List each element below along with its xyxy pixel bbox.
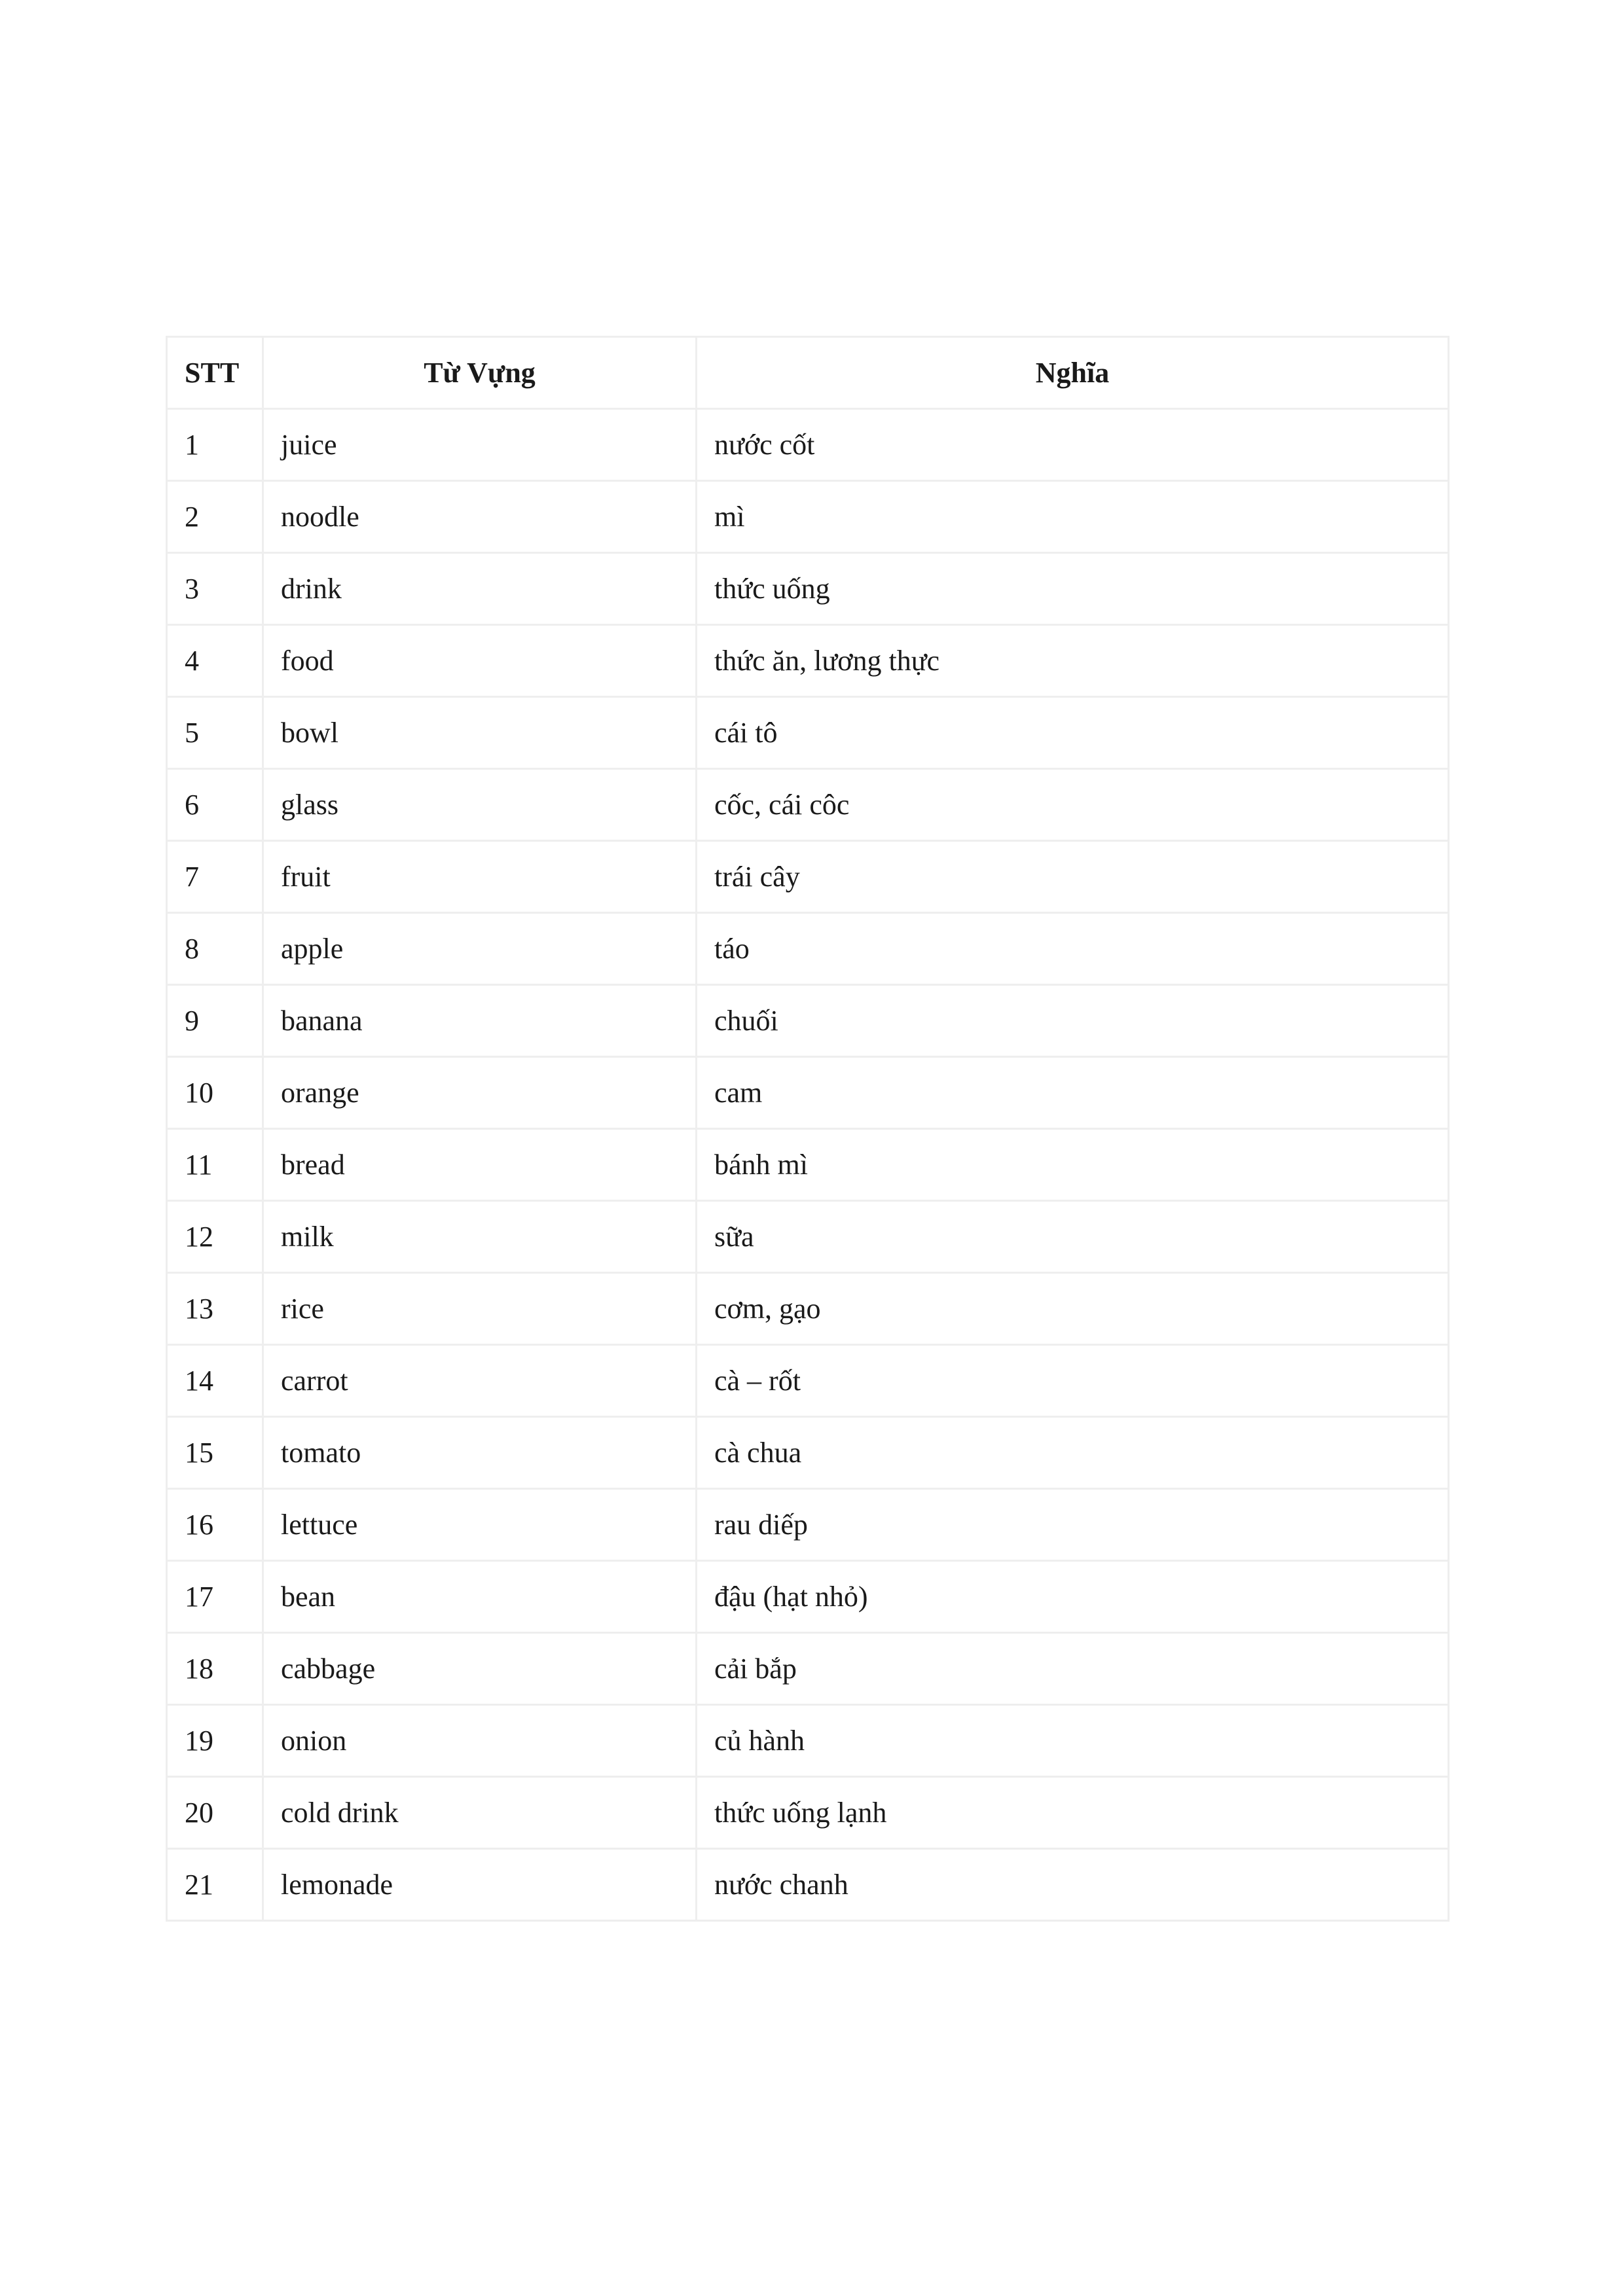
cell-stt: 16 [167, 1489, 263, 1561]
table-row [167, 1705, 1449, 1777]
header-stt: STT [167, 337, 263, 409]
table-row [167, 1345, 1449, 1417]
cell-meaning: cái tô [697, 697, 1449, 769]
cell-stt: 11 [167, 1129, 263, 1201]
cell-word: glass [263, 769, 697, 841]
cell-word: cabbage [263, 1633, 697, 1705]
cell-meaning: rau diếp [697, 1489, 1449, 1561]
cell-word: lettuce [263, 1489, 697, 1561]
cell-word: drink [263, 553, 697, 625]
table-row [167, 697, 1449, 769]
cell-meaning: cam [697, 1057, 1449, 1129]
table-row [167, 1561, 1449, 1633]
cell-stt: 15 [167, 1417, 263, 1489]
cell-word: cold drink [263, 1777, 697, 1849]
cell-meaning: bánh mì [697, 1129, 1449, 1201]
cell-word: bowl [263, 697, 697, 769]
table-row [167, 1057, 1449, 1129]
cell-word: milk [263, 1201, 697, 1273]
cell-meaning: thức uống lạnh [697, 1777, 1449, 1849]
cell-word: noodle [263, 481, 697, 553]
table-row [167, 1849, 1449, 1921]
cell-meaning: cốc, cái côc [697, 769, 1449, 841]
table-row [167, 481, 1449, 553]
header-word: Từ Vựng [263, 337, 697, 409]
cell-word: onion [263, 1705, 697, 1777]
table-body [167, 409, 1449, 1921]
table-row [167, 769, 1449, 841]
cell-word: carrot [263, 1345, 697, 1417]
cell-meaning: thức ăn, lương thực [697, 625, 1449, 697]
cell-word: fruit [263, 841, 697, 913]
table-row [167, 1777, 1449, 1849]
cell-word: juice [263, 409, 697, 481]
table-row [167, 553, 1449, 625]
table-row [167, 409, 1449, 481]
table-row [167, 1201, 1449, 1273]
cell-stt: 19 [167, 1705, 263, 1777]
cell-stt: 10 [167, 1057, 263, 1129]
table-row [167, 625, 1449, 697]
cell-word: orange [263, 1057, 697, 1129]
cell-stt: 20 [167, 1777, 263, 1849]
cell-word: lemonade [263, 1849, 697, 1921]
cell-stt: 17 [167, 1561, 263, 1633]
cell-stt: 2 [167, 481, 263, 553]
cell-word: apple [263, 913, 697, 985]
table-row [167, 1129, 1449, 1201]
table-row [167, 1273, 1449, 1345]
cell-meaning: thức uống [697, 553, 1449, 625]
vocabulary-table [166, 336, 1450, 1922]
cell-stt: 9 [167, 985, 263, 1057]
cell-stt: 7 [167, 841, 263, 913]
cell-meaning: chuối [697, 985, 1449, 1057]
cell-meaning: củ hành [697, 1705, 1449, 1777]
table-row [167, 841, 1449, 913]
table-row [167, 1633, 1449, 1705]
cell-word: bread [263, 1129, 697, 1201]
cell-meaning: táo [697, 913, 1449, 985]
cell-stt: 8 [167, 913, 263, 985]
header-meaning: Nghĩa [697, 337, 1449, 409]
cell-meaning: trái cây [697, 841, 1449, 913]
cell-stt: 1 [167, 409, 263, 481]
cell-meaning: cà – rốt [697, 1345, 1449, 1417]
table-row [167, 985, 1449, 1057]
cell-stt: 21 [167, 1849, 263, 1921]
cell-meaning: đậu (hạt nhỏ) [697, 1561, 1449, 1633]
cell-meaning: sữa [697, 1201, 1449, 1273]
cell-word: rice [263, 1273, 697, 1345]
header-row [167, 337, 1449, 409]
table-row [167, 913, 1449, 985]
cell-stt: 5 [167, 697, 263, 769]
cell-stt: 3 [167, 553, 263, 625]
cell-stt: 13 [167, 1273, 263, 1345]
cell-meaning: cơm, gạo [697, 1273, 1449, 1345]
cell-stt: 6 [167, 769, 263, 841]
cell-word: banana [263, 985, 697, 1057]
cell-meaning: cà chua [697, 1417, 1449, 1489]
cell-word: bean [263, 1561, 697, 1633]
table-row [167, 1417, 1449, 1489]
cell-stt: 4 [167, 625, 263, 697]
cell-word: tomato [263, 1417, 697, 1489]
table-row [167, 1489, 1449, 1561]
cell-stt: 18 [167, 1633, 263, 1705]
table-header [167, 337, 1449, 409]
cell-meaning: cải bắp [697, 1633, 1449, 1705]
cell-meaning: nước chanh [697, 1849, 1449, 1921]
cell-stt: 12 [167, 1201, 263, 1273]
cell-meaning: mì [697, 481, 1449, 553]
cell-word: food [263, 625, 697, 697]
cell-meaning: nước cốt [697, 409, 1449, 481]
cell-stt: 14 [167, 1345, 263, 1417]
